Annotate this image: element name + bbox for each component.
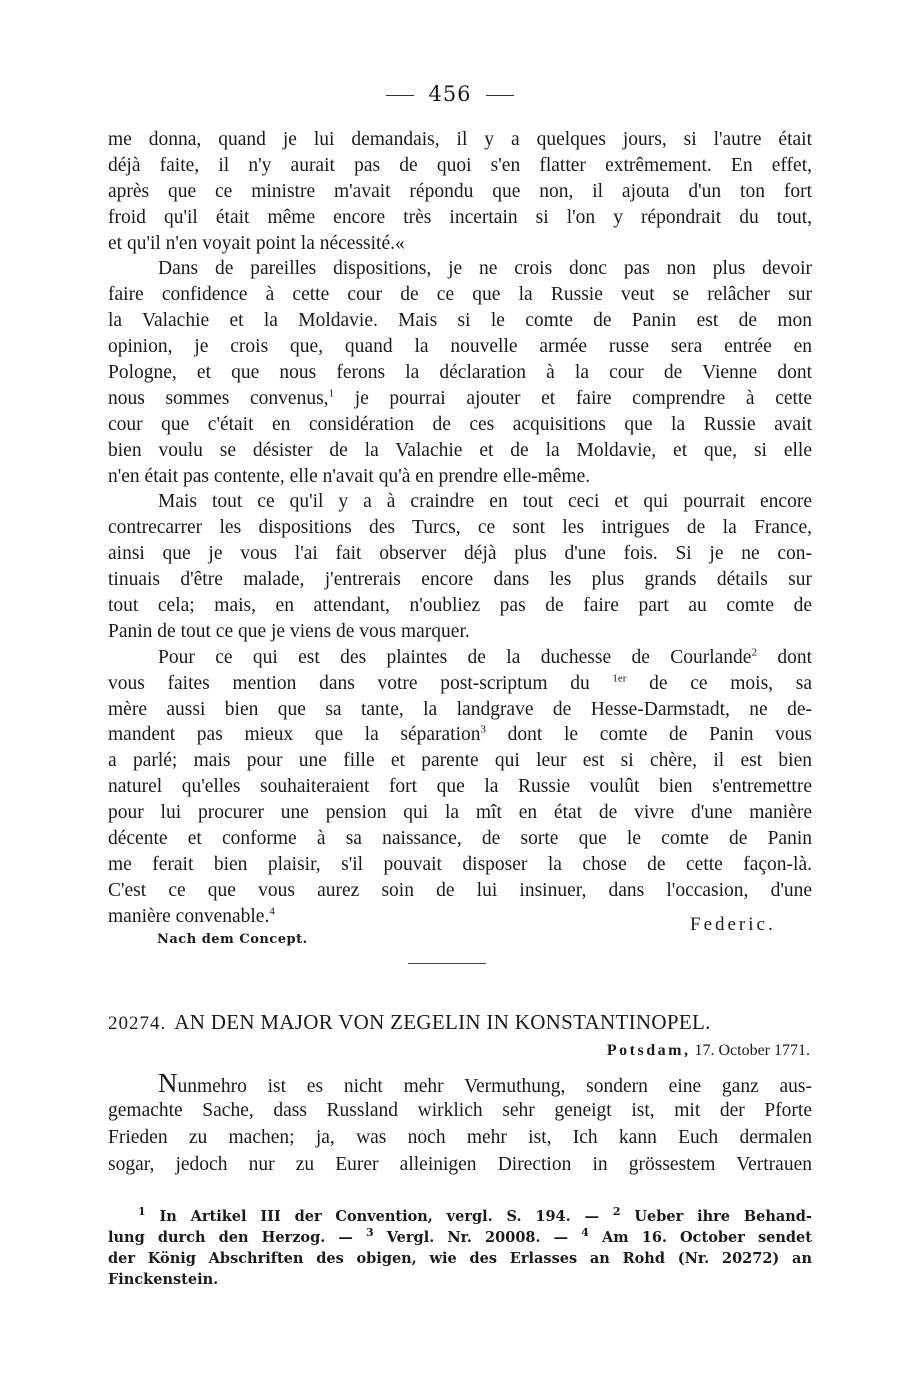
- text-segment: Am 16. October sendet: [602, 1229, 812, 1246]
- superscript-er: 1er: [612, 672, 627, 685]
- letter-place: Potsdam,: [606, 1042, 691, 1059]
- letter-body: [108, 1070, 812, 1178]
- footnote-line: [108, 1227, 812, 1248]
- text-line: opinion, je crois que, quand la nouvelle armée russe sera entrée en: [108, 336, 812, 358]
- text-line: tinuais d'être malade, j'entrerais encore dans les plus grands détails sur: [108, 569, 812, 591]
- text-line: cour que c'était en considération de ces acquisitions que la Russie avait: [108, 413, 812, 435]
- text-segment: vous faites mention dans votre post-scriptum du: [108, 672, 590, 694]
- section-divider: [408, 963, 486, 964]
- text-line: après que ce ministre m'avait répondu que non, il ajouta d'un ton fort: [108, 180, 812, 202]
- text-line: [108, 1070, 812, 1097]
- letter-number: 20274.: [108, 1013, 167, 1034]
- letter-date: 17. October 1771.: [694, 1042, 810, 1059]
- text-line: [108, 386, 812, 412]
- text-segment: In Artikel III der Convention, vergl. S. 194. —: [159, 1208, 600, 1225]
- text-line: [108, 671, 812, 697]
- text-line: la Valachie et la Moldavie. Mais si le comte de Panin est de mon: [108, 310, 812, 332]
- footnote-ref: 1: [328, 387, 335, 400]
- text-line: C'est ce que vous aurez soin de lui insinuer, dans l'occasion, d'une: [108, 879, 812, 901]
- text-line: [108, 645, 812, 671]
- text-line: naturel qu'elles souhaiteraient fort que la Russie voulût bien s'entremettre: [108, 776, 812, 798]
- text-line: décente et conforme à sa naissance, de sorte que le comte de Panin: [108, 828, 812, 850]
- footnote-ref: 4: [269, 905, 275, 918]
- text-line: contrecarrer les dispositions des Turcs, ce sont les intrigues de la France,: [108, 517, 812, 539]
- page-number: [0, 82, 900, 106]
- letter-title: AN DEN MAJOR VON ZEGELIN IN KONSTANTINOPEL.: [174, 1010, 711, 1034]
- text-line: faire confidence à cette cour de ce que la Russie veut se relâcher sur: [108, 284, 812, 306]
- text-segment: unmehro: [177, 1076, 247, 1097]
- text-line: gemachte Sache, dass Russland wirklich sehr geneigt ist, mit der Pforte: [108, 1100, 812, 1121]
- body-text: [108, 127, 812, 930]
- text-segment: Ueber ihre Behand-: [634, 1208, 812, 1225]
- text-line: n'en était pas contente, elle n'avait qu'à en prendre elle-même.: [108, 465, 591, 487]
- text-line: et qu'il n'en voyait point la nécessité.«: [108, 232, 405, 254]
- text-line: Pologne, et que nous ferons la déclaration à la cour de Vienne dont: [108, 362, 812, 384]
- text-line: a parlé; mais pour une fille et parente qui leur est si chère, il est bien: [108, 750, 812, 772]
- text-line: me donna, quand je lui demandais, il y a quelques jours, si l'autre était: [108, 129, 812, 150]
- text-line: déjà faite, il n'y aurait pas de quoi s'en flatter extrêmement. En effet,: [108, 154, 812, 176]
- text-segment: de ce mois, sa: [649, 672, 813, 694]
- text-segment: ist es nicht mehr Vermuthung, sondern eine ganz aus-: [267, 1076, 812, 1097]
- footnote-line: Finckenstein.: [108, 1271, 219, 1288]
- text-segment: dont le comte de Panin vous: [507, 724, 812, 746]
- text-line: tout cela; mais, en attendant, n'oubliez pas de faire part au comte de: [108, 595, 812, 617]
- text-line: Frieden zu machen; ja, was noch mehr ist, Ich kann Euch dermalen: [108, 1127, 812, 1148]
- page-number-text: 456: [428, 82, 472, 106]
- footnote-line: der König Abschriften des obigen, wie des Erlasses an Rohd (Nr. 20272) an: [108, 1250, 812, 1267]
- footnote-mark: 1: [138, 1205, 146, 1219]
- text-segment: Pour ce qui est des plaintes de la duchesse de Courlande: [158, 646, 752, 668]
- page-number-dash-left: [386, 95, 414, 96]
- letter-heading: [108, 1010, 812, 1035]
- text-segment: nous sommes convenus,: [108, 387, 329, 409]
- text-line: [108, 722, 812, 748]
- text-line: Dans de pareilles dispositions, je ne crois donc pas non plus devoir: [158, 258, 812, 280]
- footnote-mark: 4: [581, 1226, 589, 1240]
- text-segment: manière convenable.: [108, 905, 270, 927]
- text-line: pour lui procurer une pension qui la mît en état de vivre d'une manière: [108, 802, 812, 824]
- footnote-ref: 2: [751, 646, 757, 659]
- text-segment: mandent pas mieux que la séparation: [108, 724, 481, 746]
- text-line: mère aussi bien que sa tante, la landgrave de Hesse-Darmstadt, ne de-: [108, 698, 812, 720]
- footnote-mark: 2: [612, 1205, 621, 1219]
- page-number-dash-right: [486, 95, 514, 96]
- footnotes: [108, 1206, 812, 1290]
- text-segment: lung durch den Herzog. —: [108, 1229, 353, 1246]
- footnote-line: [108, 1206, 812, 1227]
- footnote-mark: 3: [366, 1226, 374, 1240]
- text-segment: Vergl. Nr. 20008. —: [386, 1229, 569, 1246]
- letter-dateline: [607, 1042, 810, 1060]
- footnote-ref: 3: [480, 723, 487, 736]
- signature: Federic.: [690, 914, 776, 935]
- text-line: Mais tout ce qu'il y a à craindre en tout ceci et qui pourrait encore: [158, 491, 812, 513]
- text-line: sogar, jedoch nur zu Eurer alleinigen Direction in grössestem Vertrauen: [108, 1154, 812, 1175]
- text-segment: dont: [777, 646, 812, 668]
- text-line: froid qu'il était même encore très incertain si l'on y répondrait du tout,: [108, 206, 812, 228]
- text-segment: je pourrai ajouter et faire comprendre à cette: [354, 387, 813, 409]
- text-line: bien voulu se désister de la Valachie et de la Moldavie, et que, si elle: [108, 439, 812, 461]
- source-note: Nach dem Concept.: [157, 932, 308, 947]
- text-line: ainsi que je vous l'ai fait observer déjà plus d'une fois. Si je ne con-: [108, 543, 812, 565]
- text-line: me ferait bien plaisir, s'il pouvait disposer la chose de cette façon-là.: [108, 853, 812, 875]
- initial-letter: N: [158, 1068, 178, 1098]
- text-line: Panin de tout ce que je viens de vous marquer.: [108, 620, 470, 642]
